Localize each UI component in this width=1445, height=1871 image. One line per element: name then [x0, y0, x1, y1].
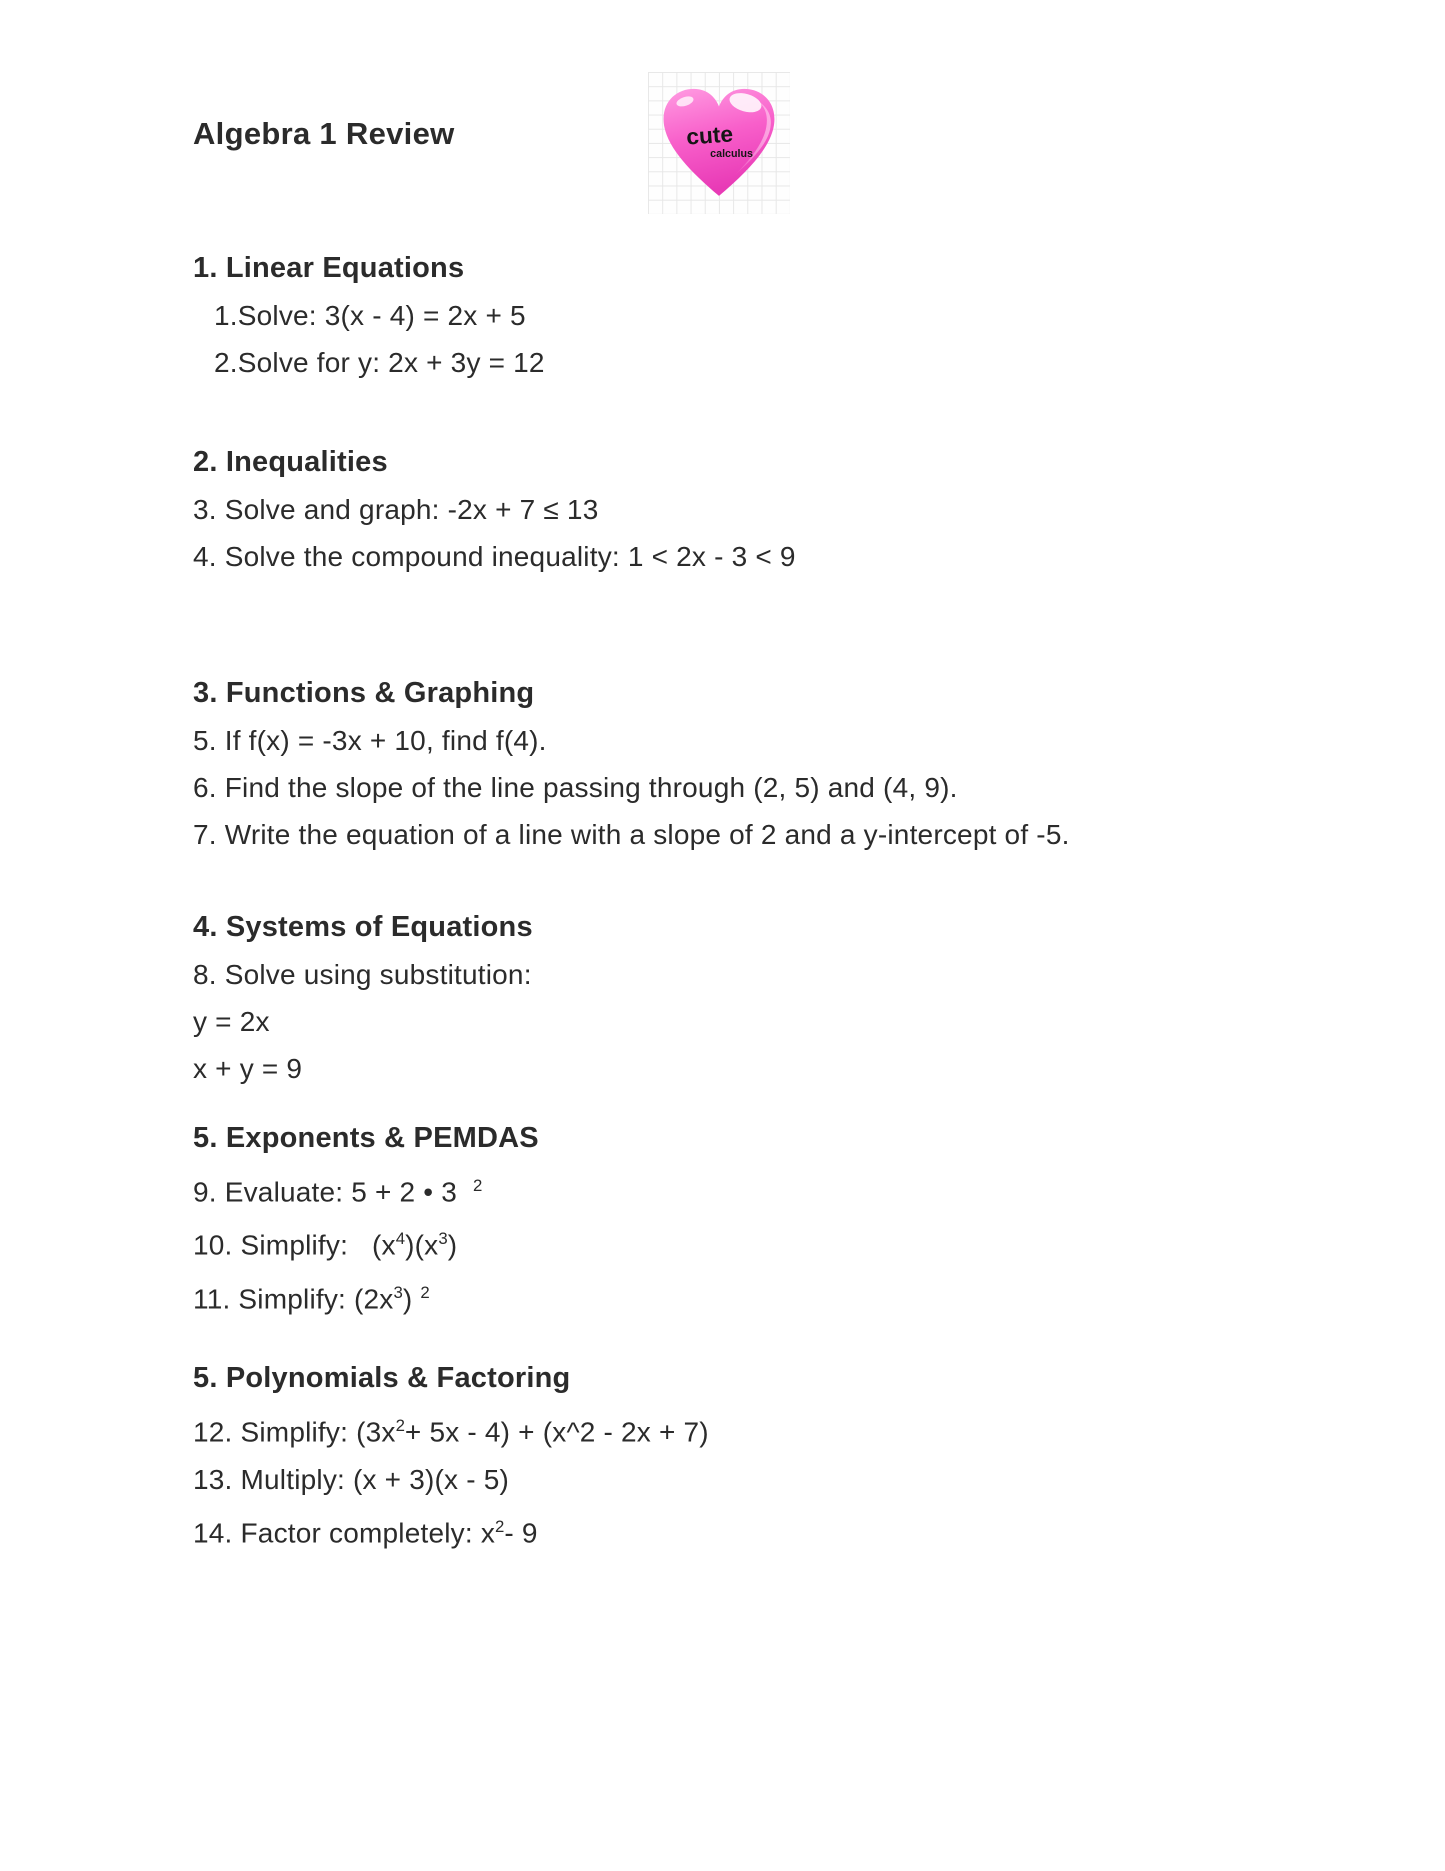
superscript: 3	[438, 1229, 448, 1249]
problem-text: + 5x - 4) + (x^2 - 2x + 7)	[404, 1416, 709, 1448]
problem-item	[193, 339, 1373, 386]
problem-text: 4. Solve the compound inequality: 1 < 2x - 3 < 9	[193, 541, 796, 572]
problem-text: 5. If f(x) = -3x + 10, find f(4).	[193, 725, 547, 756]
superscript: 2	[495, 1516, 505, 1536]
problem-item	[193, 1456, 1373, 1503]
worksheet-content	[193, 245, 1373, 1556]
section-heading: 1. Linear Equations	[193, 252, 465, 284]
superscript: 2	[473, 1176, 483, 1195]
problem-text: x + y = 9	[193, 1053, 303, 1084]
problem-text: y = 2x	[193, 1006, 270, 1037]
problem-text: 14. Factor completely: x	[193, 1517, 496, 1549]
superscript: 3	[393, 1282, 403, 1302]
superscript: 2	[420, 1282, 430, 1302]
section-heading: 4. Systems of Equations	[193, 911, 533, 943]
problem-item	[193, 533, 1373, 580]
problem-text: )	[402, 1283, 421, 1315]
cute-calculus-logo	[648, 72, 790, 214]
problem-item	[193, 1045, 1373, 1092]
logo-word-calculus: calculus	[710, 147, 754, 160]
worksheet-section	[193, 904, 1373, 1092]
heart-icon	[656, 82, 782, 204]
problem-text: )(x	[405, 1229, 439, 1261]
worksheet-section	[193, 670, 1373, 858]
problem-text: 1.Solve: 3(x - 4) = 2x + 5	[214, 300, 526, 331]
problem-text: - 9	[504, 1517, 538, 1549]
logo-word-cute: cute	[685, 120, 734, 150]
superscript: 4	[395, 1229, 406, 1249]
problem-text: 13. Multiply: (x + 3)(x - 5)	[193, 1463, 510, 1495]
worksheet-section	[193, 439, 1373, 580]
section-heading: 2. Inequalities	[193, 446, 388, 478]
problem-item	[193, 811, 1373, 858]
problem-item	[193, 951, 1373, 998]
document-title: Algebra 1 Review	[193, 116, 455, 151]
problem-item	[193, 1162, 1373, 1215]
worksheet-section	[193, 245, 1373, 386]
problem-item	[193, 486, 1373, 533]
superscript: 2	[395, 1416, 405, 1436]
problem-text: 8. Solve using substitution:	[193, 959, 532, 990]
problem-item	[193, 1503, 1373, 1556]
problem-text: 6. Find the slope of the line passing through (2, 5) and (4, 9).	[193, 772, 958, 803]
problem-text: 3. Solve and graph: -2x + 7 ≤ 13	[193, 494, 599, 525]
problem-item	[193, 1402, 1373, 1455]
problem-item	[193, 998, 1373, 1045]
problem-item	[193, 717, 1373, 764]
section-heading: 3. Functions & Graphing	[193, 677, 535, 709]
problem-text: )	[447, 1229, 458, 1261]
problem-text: 12. Simplify: (3x	[193, 1416, 396, 1448]
problem-item	[193, 1269, 1373, 1322]
section-heading: 5. Polynomials & Factoring	[193, 1362, 571, 1395]
problem-item	[193, 292, 1373, 339]
problem-item	[193, 764, 1373, 811]
problem-text: 11. Simplify: (2x	[193, 1283, 394, 1315]
section-heading: 5. Exponents & PEMDAS	[193, 1122, 539, 1154]
problem-text: 9. Evaluate: 5 + 2 • 3	[193, 1176, 474, 1208]
problem-text: 2.Solve for y: 2x + 3y = 12	[214, 347, 545, 378]
worksheet-section	[193, 1115, 1373, 1322]
problem-text: 7. Write the equation of a line with a slope of 2 and a y-intercept of -5.	[193, 819, 1070, 850]
worksheet-section	[193, 1355, 1373, 1556]
problem-text: 10. Simplify: (x	[193, 1229, 396, 1261]
problem-item	[193, 1215, 1373, 1268]
